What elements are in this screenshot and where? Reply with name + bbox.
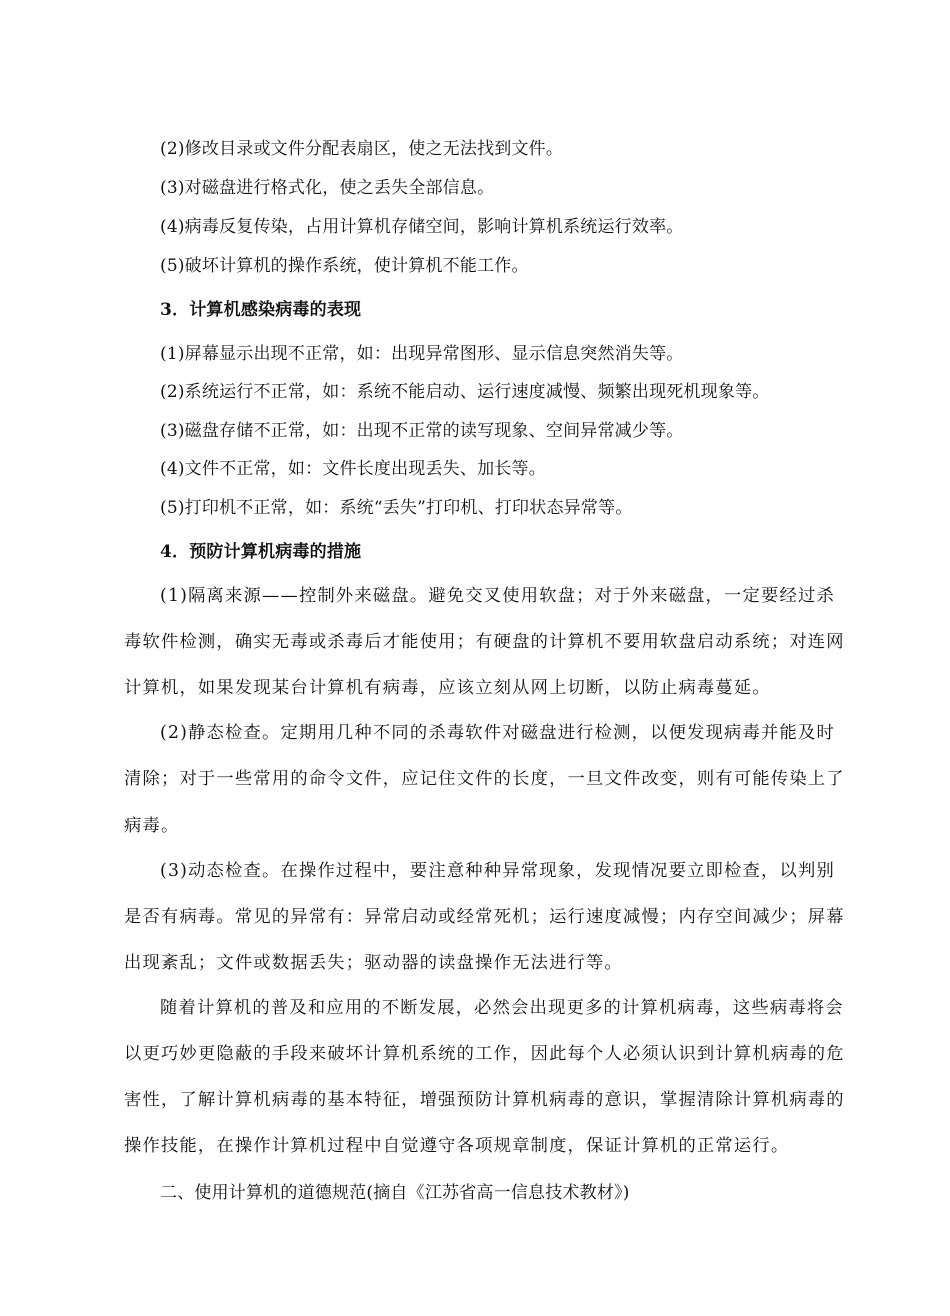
conclusion-line-2: 以更巧妙更隐蔽的手段来破坏计算机系统的工作，因此每个人必须认识到计算机病毒的危	[124, 1044, 845, 1064]
measure-1-line-3: 计算机，如果发现某台计算机有病毒，应该立刻从网上切断，以防止病毒蔓延。	[124, 678, 771, 698]
symptom-item-3: (3)磁盘存储不正常，如：出现不正常的读写现象、空间异常减少等。	[160, 421, 684, 441]
damage-item-5: (5)破坏计算机的操作系统，使计算机不能工作。	[160, 256, 529, 276]
measure-2-line-1: (2)静态检查。定期用几种不同的杀毒软件对磁盘进行检测，以便发现病毒并能及时	[160, 723, 835, 743]
section-4-heading: 4．预防计算机病毒的措施	[160, 542, 362, 562]
damage-item-4: (4)病毒反复传染，占用计算机存储空间，影响计算机系统运行效率。	[160, 217, 684, 237]
damage-item-3: (3)对磁盘进行格式化，使之丢失全部信息。	[160, 178, 495, 198]
measure-3-line-2: 是否有病毒。常见的异常有：异常启动或经常死机；运行速度减慢；内存空间减少；屏幕	[124, 907, 845, 927]
symptom-item-1: (1)屏幕显示出现不正常，如：出现异常图形、显示信息突然消失等。	[160, 344, 684, 364]
measure-2-line-3: 病毒。	[124, 816, 180, 836]
damage-item-2: (2)修改目录或文件分配表扇区，使之无法找到文件。	[160, 139, 564, 159]
symptom-item-5: (5)打印机不正常，如：系统“丢失”打印机、打印状态异常等。	[160, 498, 633, 518]
measure-1-line-2: 毒软件检测，确实无毒或杀毒后才能使用；有硬盘的计算机不要用软盘启动系统；对连网	[124, 632, 845, 652]
measure-1-line-1: (1)隔离来源——控制外来磁盘。避免交叉使用软盘；对于外来磁盘，一定要经过杀	[160, 586, 835, 606]
conclusion-line-1: 随着计算机的普及和应用的不断发展，必然会出现更多的计算机病毒，这些病毒将会	[160, 998, 844, 1018]
symptom-item-4: (4)文件不正常，如：文件长度出现丢失、加长等。	[160, 459, 546, 479]
measure-3-line-1: (3)动态检查。在操作过程中，要注意种种异常现象，发现情况要立即检查，以判别	[160, 861, 835, 881]
conclusion-line-3: 害性，了解计算机病毒的基本特征，增强预防计算机病毒的意识，掌握清除计算机病毒的	[124, 1090, 845, 1110]
section-two-heading: 二、使用计算机的道德规范(摘自《江苏省高一信息技术教材》)	[160, 1183, 630, 1203]
symptom-item-2: (2)系统运行不正常，如：系统不能启动、运行速度减慢、频繁出现死机现象等。	[160, 382, 770, 402]
section-3-heading: 3．计算机感染病毒的表现	[160, 300, 362, 320]
conclusion-line-4: 操作技能，在操作计算机过程中自觉遵守各项规章制度，保证计算机的正常运行。	[124, 1136, 790, 1156]
measure-2-line-2: 清除；对于一些常用的命令文件，应记住文件的长度，一旦文件改变，则有可能传染上了	[124, 769, 845, 789]
measure-3-line-3: 出现紊乱；文件或数据丢失；驱动器的读盘操作无法进行等。	[124, 953, 623, 973]
